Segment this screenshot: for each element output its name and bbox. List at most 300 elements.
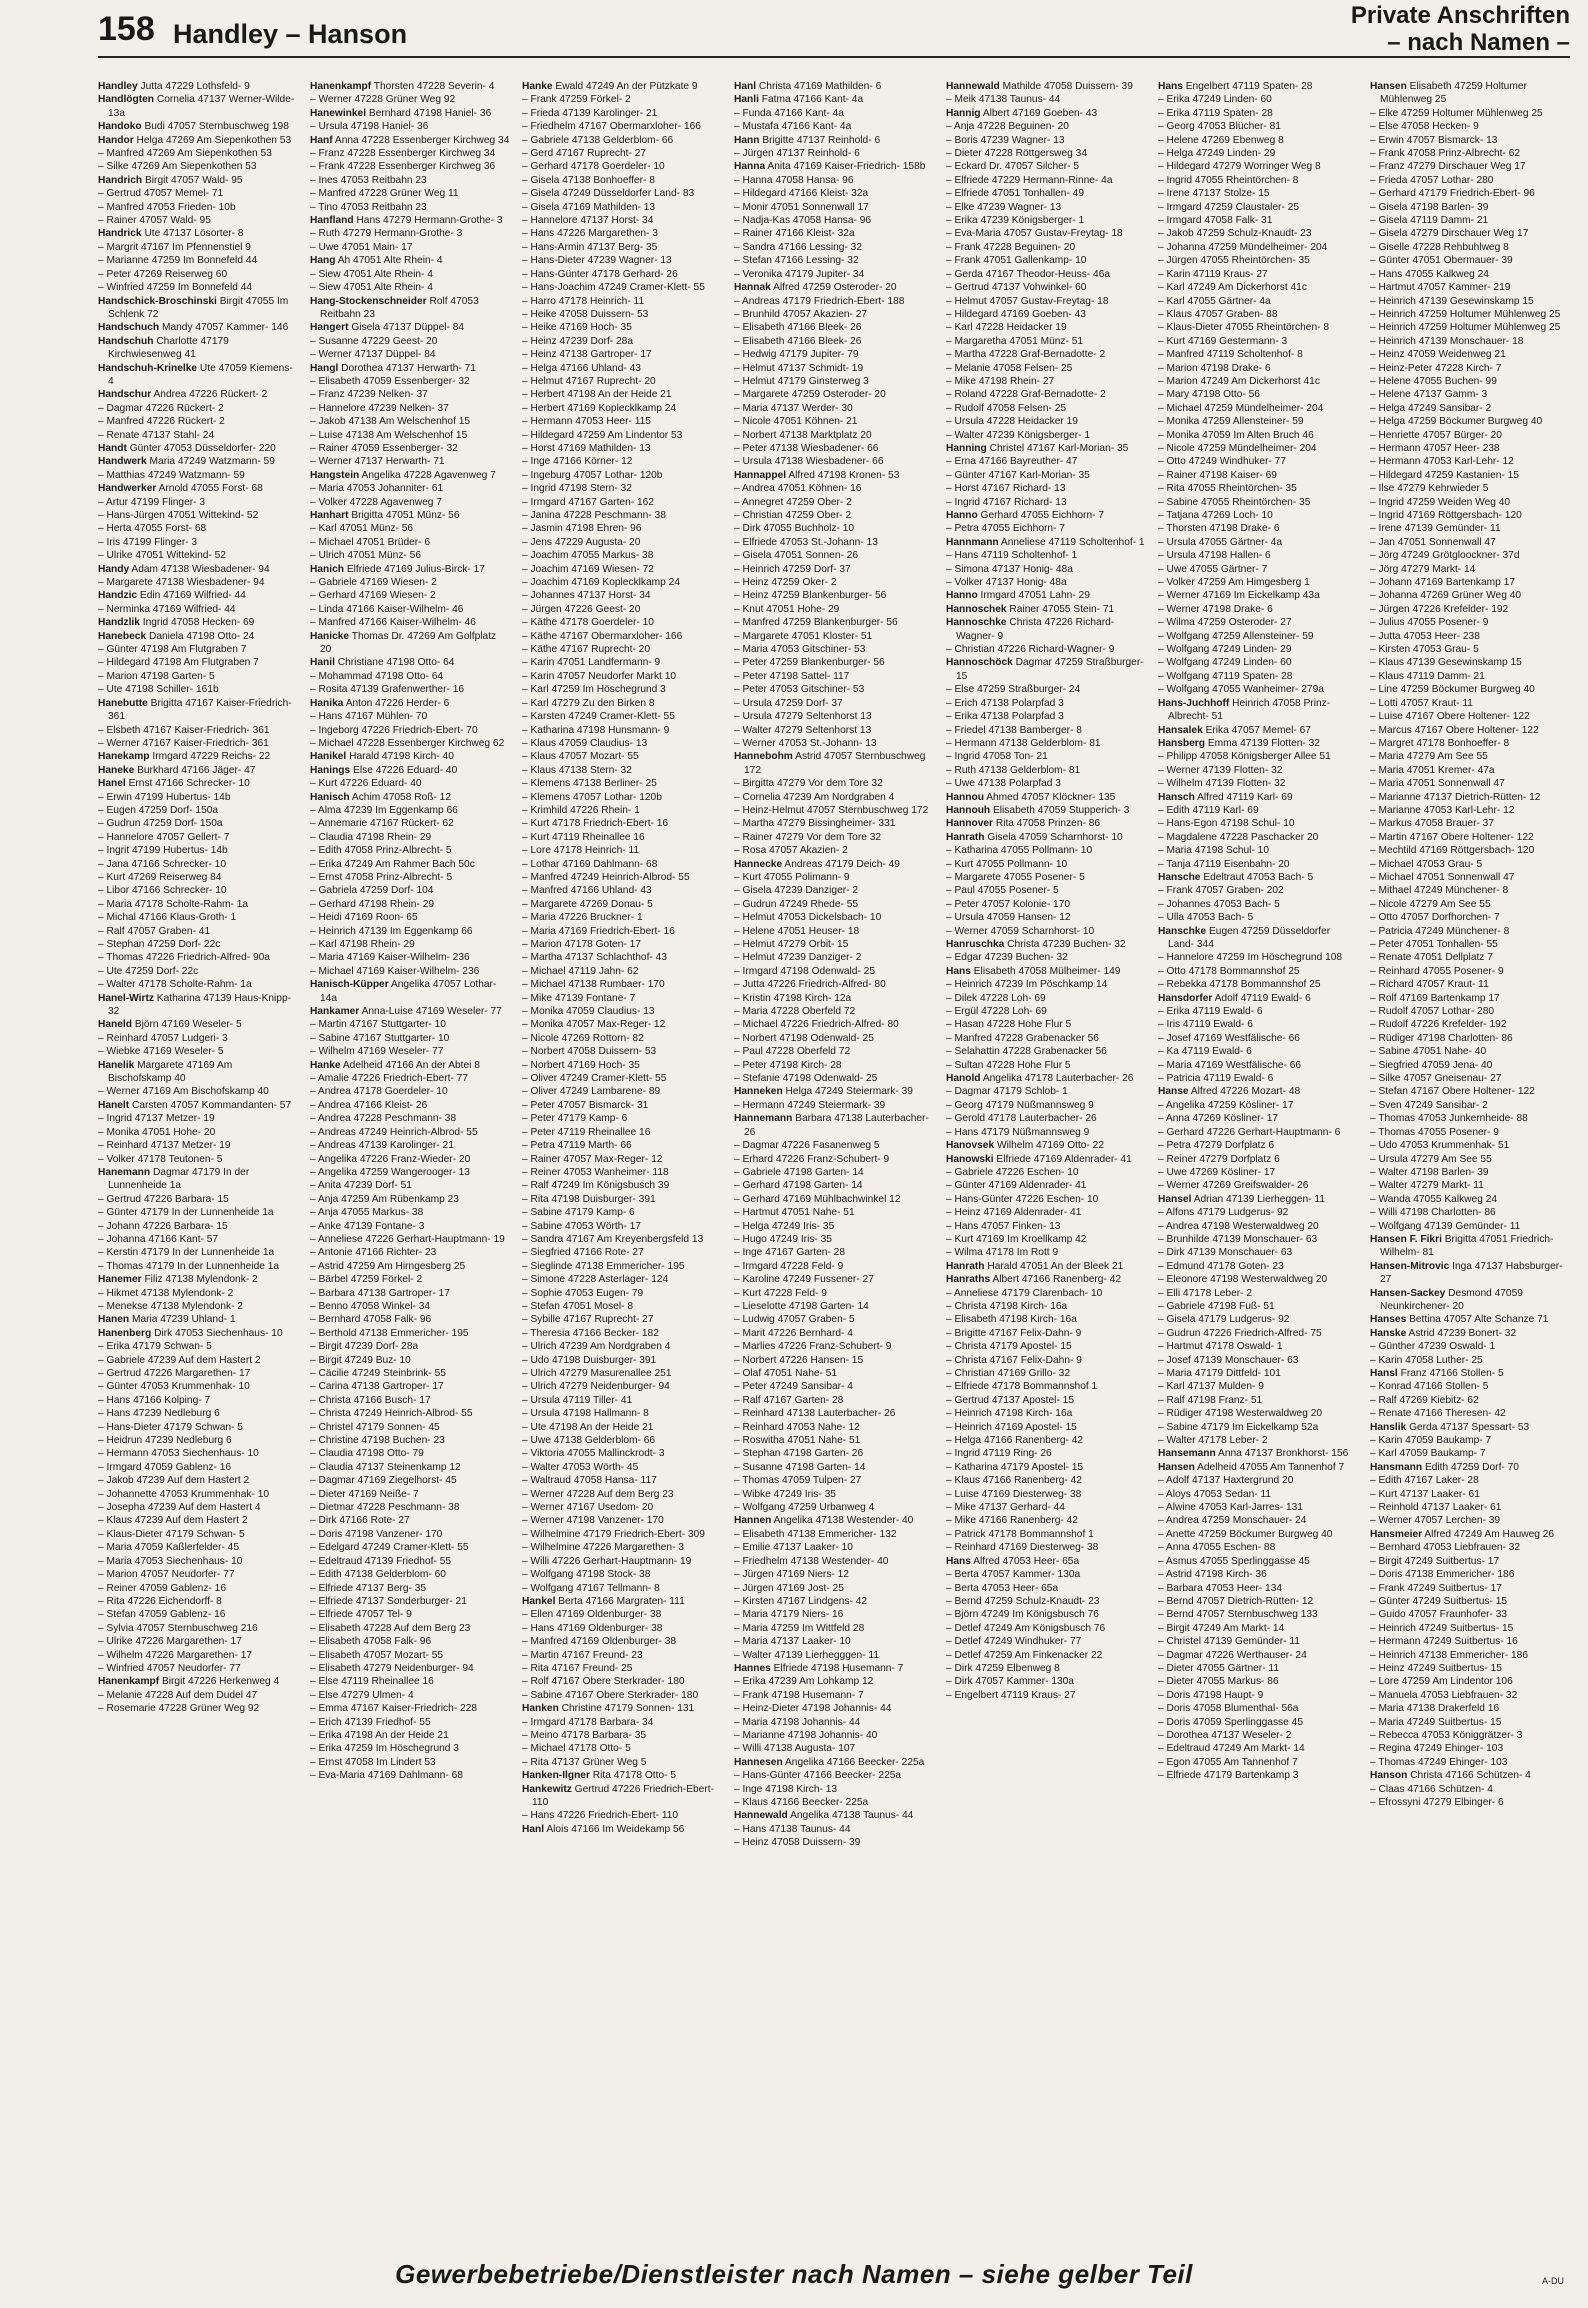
entry-details: – Ernst 47058 Im Lindert 53: [310, 1756, 436, 1768]
directory-entry: [1370, 858, 1570, 871]
entry-details: – Rainer 47279 Vor dem Tore 32: [734, 831, 882, 843]
directory-entry: [946, 1018, 1146, 1031]
directory-entry: [946, 1622, 1146, 1635]
entry-surname: Hangert: [310, 322, 349, 334]
directory-entry: [98, 442, 298, 455]
directory-entry: [1370, 415, 1570, 428]
entry-details: – Rita 47055 Rheintörchen- 35: [1158, 483, 1297, 495]
entry-details: – Ingrid 47058 Ton- 21: [946, 751, 1048, 763]
entry-details: – Kurt 47119 Rheinallee 16: [522, 831, 645, 843]
entry-details: – Josef 47169 Westfälische- 66: [1158, 1032, 1300, 1044]
entry-details: – Helmut 47239 Danziger- 2: [734, 952, 862, 964]
directory-entry: [522, 1649, 722, 1662]
entry-details: – Hermann 47249 Steiermark- 39: [734, 1099, 886, 1111]
directory-entry: [98, 1541, 298, 1554]
directory-entry: [98, 817, 298, 830]
entry-details: – Hans-Dieter 47239 Wagner- 13: [522, 255, 672, 267]
entry-details: – Selahattin 47228 Grabenacker 56: [946, 1046, 1107, 1058]
directory-entry: [946, 1354, 1146, 1367]
entry-details: – Werner 47053 St.-Johann- 13: [734, 737, 877, 749]
directory-entry: [734, 1327, 934, 1340]
directory-entry: [1158, 750, 1358, 763]
directory-entry: [522, 1220, 722, 1233]
directory-entry: [1158, 120, 1358, 133]
directory-entry: [1370, 268, 1570, 281]
entry-surname: Hankel: [522, 1595, 556, 1607]
entry-details: – Stefan 47059 Gablenz- 16: [98, 1609, 226, 1621]
entry-details: Cornelia 47137 Werner-Wilde- 13a: [108, 94, 295, 119]
directory-entry: [522, 1059, 722, 1072]
entry-details: – Karin 47058 Luther- 25: [1370, 1354, 1483, 1366]
entry-details: – Hans 47057 Finken- 13: [946, 1220, 1061, 1232]
entry-details: – Gabriele 47198 Garten- 14: [734, 1166, 864, 1178]
entry-surname: Hanneken: [734, 1086, 783, 1098]
entry-details: – Ursula 47198 Haniel- 36: [310, 121, 429, 133]
entry-details: Anna 47137 Bronkhorst- 156: [1218, 1448, 1349, 1460]
entry-details: – Josef 47139 Monschauer- 63: [1158, 1354, 1299, 1366]
entry-surname: Hanisch-Küpper: [310, 979, 389, 991]
directory-entry: [98, 630, 298, 643]
directory-entry: [522, 1461, 722, 1474]
directory-entry: [522, 817, 722, 830]
entry-surname: Hannouh: [946, 804, 991, 816]
entry-surname: Hanke: [522, 81, 553, 92]
entry-details: – Michael 47259 Mündelheimer- 204: [1158, 402, 1324, 414]
entry-details: Helga 47269 Am Siepenkothen 53: [136, 134, 292, 146]
entry-details: – Hildegard 47198 Am Flutgraben 7: [98, 657, 259, 669]
entry-details: – Anja 47228 Beguinen- 20: [946, 121, 1069, 133]
entry-details: Edin 47169 Wilfried- 44: [139, 590, 246, 602]
directory-entry: [522, 1206, 722, 1219]
directory-entry: [734, 884, 934, 897]
entry-details: – Astrid 47259 Am Hirngesberg 25: [310, 1260, 466, 1272]
entry-details: Edeltraut 47053 Bach- 5: [1203, 871, 1314, 883]
entry-surname: Hanenkampf: [98, 1676, 160, 1688]
entry-details: – Cornelia 47239 Am Nordgraben 4: [734, 791, 895, 803]
entry-details: – Doris 47058 Blumenthal- 56a: [1158, 1703, 1299, 1715]
directory-entry: [98, 1354, 298, 1367]
entry-details: – Annegret 47259 Ober- 2: [734, 496, 852, 508]
entry-details: – Tatjana 47269 Loch- 10: [1158, 510, 1273, 521]
entry-details: Gerda 47137 Spessart- 53: [1409, 1421, 1530, 1433]
directory-entry: [946, 1327, 1146, 1340]
entry-details: – Rudolf 47226 Krefelder- 192: [1370, 1019, 1507, 1031]
directory-entry: [1158, 1193, 1358, 1206]
entry-details: – Elisabeth 47228 Auf dem Berg 23: [310, 1622, 471, 1634]
entry-details: – Günther 47239 Oswald- 1: [1370, 1341, 1496, 1353]
entry-surname: Hanil: [310, 657, 335, 669]
entry-details: – Anette 47259 Böckumer Burgweg 40: [1158, 1528, 1333, 1540]
entry-details: Angelika 47166 Beecker- 225a: [784, 1756, 925, 1768]
directory-entry: [1158, 321, 1358, 334]
directory-entry: [98, 1246, 298, 1259]
entry-details: – Kurt 47226 Eduard- 40: [310, 778, 422, 790]
entry-surname: Hansel: [1158, 1193, 1192, 1205]
directory-entry: [1370, 241, 1570, 254]
entry-details: – Anneliese 47226 Gerhart-Hauptmann- 19: [310, 1233, 505, 1245]
entry-details: – Andreas 47249 Heinrich-Albrod- 55: [310, 1126, 478, 1138]
entry-details: – Antonie 47166 Richter- 23: [310, 1247, 437, 1259]
entry-details: – Heinz 47058 Duissern- 39: [734, 1837, 861, 1849]
entry-details: – Ralf 47057 Graben- 41: [98, 925, 211, 937]
entry-details: – Klaus 47138 Stern- 32: [522, 764, 632, 776]
directory-entry: [310, 496, 510, 509]
entry-details: – Jens 47229 Augusta- 20: [522, 536, 641, 548]
directory-entry: [522, 402, 722, 415]
entry-details: – Thomas 47055 Posener- 9: [1370, 1126, 1499, 1138]
directory-entry: [98, 831, 298, 844]
entry-details: Albert 47169 Goeben- 43: [982, 107, 1098, 119]
entry-details: – Monika 47259 Allensteiner- 59: [1158, 416, 1304, 428]
entry-details: – Edeltraud 47139 Friedhof- 55: [310, 1555, 452, 1567]
entry-surname: Hanschke: [1158, 925, 1207, 937]
entry-details: – Kurt 47055 Polimann- 9: [734, 871, 850, 883]
entry-details: – Klaus-Dieter 47055 Rheintörchen- 8: [1158, 322, 1330, 334]
directory-entry: [1370, 777, 1570, 790]
directory-entry: [522, 1287, 722, 1300]
directory-entry: [1370, 1407, 1570, 1420]
entry-details: – Willi 47226 Gerhart-Hauptmann- 19: [522, 1555, 692, 1567]
directory-entry: [1370, 804, 1570, 817]
entry-details: – Wolfgang 47167 Tellmann- 8: [522, 1582, 660, 1594]
entry-details: – Hikmet 47138 Mylendonk- 2: [98, 1287, 234, 1299]
directory-entry: [1158, 1394, 1358, 1407]
directory-entry: [946, 455, 1146, 468]
entry-details: – Wolfgang 47198 Stock- 38: [522, 1569, 651, 1581]
entry-details: – Mike 47198 Rhein- 27: [946, 375, 1055, 387]
entry-details: – Ute 47198 An der Heide 21: [522, 1421, 654, 1433]
entry-details: – Simona 47137 Honig- 48a: [946, 563, 1073, 575]
directory-entry: [522, 1689, 722, 1702]
entry-details: – Erwin 47057 Bismarck- 13: [1370, 134, 1498, 146]
entry-details: Angelika 47138 Westender- 40: [773, 1515, 914, 1527]
directory-entry: [734, 1032, 934, 1045]
entry-surname: Handschuh: [98, 335, 154, 347]
directory-entry: [522, 1394, 722, 1407]
entry-details: – Erhard 47226 Franz-Schubert- 9: [734, 1153, 890, 1165]
directory-entry: [522, 1354, 722, 1367]
directory-entry: [310, 187, 510, 200]
entry-details: – Margaretha 47051 Münz- 51: [946, 335, 1084, 347]
directory-entry: [946, 201, 1146, 214]
entry-details: – Roswitha 47051 Nahe- 51: [734, 1435, 861, 1447]
entry-details: – Helga 47166 Ranenberg- 42: [946, 1435, 1084, 1447]
directory-entry: [1370, 1662, 1570, 1675]
directory-entry: [1370, 710, 1570, 723]
directory-entry: [1158, 925, 1358, 952]
entry-details: – Monika 47057 Max-Reger- 12: [522, 1019, 666, 1031]
directory-entry: [946, 1233, 1146, 1246]
entry-details: – Walter 47279 Seltenhorst 13: [734, 724, 872, 736]
directory-entry: [734, 214, 934, 227]
entry-details: – Werner 47228 Auf dem Berg 23: [522, 1488, 674, 1500]
directory-entry: [310, 1260, 510, 1273]
footer-note: Gewerbebetriebe/Dienstleister nach Namen – siehe gelber Teil: [395, 2259, 1193, 2289]
entry-details: – Birgit 47239 Dorf- 28a: [310, 1341, 419, 1353]
directory-entry: [310, 1059, 510, 1072]
entry-surname: Hankewitz: [522, 1783, 572, 1795]
directory-entry: [1158, 147, 1358, 160]
directory-entry: [1158, 1514, 1358, 1527]
entry-details: – Erika 47119 Spaten- 28: [1158, 107, 1273, 119]
directory-entry: [310, 1126, 510, 1139]
directory-entry: [98, 1300, 298, 1313]
entry-details: – Giselle 47228 Rehbuhlweg 8: [1370, 241, 1509, 253]
entry-details: – Maria 47226 Bruckner- 1: [522, 912, 643, 924]
entry-details: – Peter 47051 Tonhallen- 55: [1370, 939, 1498, 950]
directory-entry: [522, 321, 722, 334]
entry-details: – Edmund 47178 Goten- 23: [1158, 1260, 1284, 1272]
entry-surname: Hanisch: [310, 791, 350, 803]
entry-details: Elisabeth 47259 Holtumer Mühlenweg 25: [1380, 81, 1527, 106]
directory-entry: [310, 1716, 510, 1729]
entry-details: – Gudrun 47226 Friedrich-Alfred- 75: [1158, 1327, 1322, 1339]
entry-details: – Rolf 47167 Obere Sterkrader- 180: [522, 1676, 685, 1688]
directory-entry: [734, 992, 934, 1005]
directory-entry: [310, 1447, 510, 1460]
entry-details: Emma 47139 Flotten- 32: [1207, 737, 1320, 749]
directory-column-6: [1158, 80, 1358, 2238]
entry-details: – Mohammad 47198 Otto- 64: [310, 670, 444, 682]
directory-entry: [734, 1823, 934, 1836]
entry-details: – Heinrich 47139 Im Eggenkamp 66: [310, 925, 473, 937]
directory-column-2: [310, 80, 510, 2238]
entry-details: – Sandra 47167 Am Kreyenbergsfeld 13: [522, 1233, 704, 1245]
directory-entry: [734, 268, 934, 281]
entry-details: – Jürgen 47226 Krefelder- 192: [1370, 603, 1509, 615]
directory-entry: [734, 563, 934, 576]
directory-entry: [522, 898, 722, 911]
directory-entry: [1370, 1059, 1570, 1072]
directory-entry: [1158, 1769, 1358, 1782]
directory-entry: [1158, 281, 1358, 294]
directory-entry: [1158, 415, 1358, 428]
directory-entry: [734, 1742, 934, 1755]
entry-details: – Berta 47057 Kammer- 130a: [946, 1569, 1081, 1581]
entry-details: Alfred 47249 Am Hauweg 26: [1424, 1528, 1555, 1540]
directory-entry: [1158, 1126, 1358, 1139]
directory-entry: [98, 643, 298, 656]
entry-details: – Katharina 47055 Pollmann- 10: [946, 845, 1093, 857]
directory-entry: [98, 522, 298, 535]
entry-details: – Marion 47178 Goten- 17: [522, 939, 641, 950]
entry-details: – Otto 47057 Dorfhorchen- 7: [1370, 912, 1500, 924]
directory-entry: [946, 362, 1146, 375]
entry-details: Alfred 47198 Kronen- 53: [788, 469, 900, 481]
entry-details: – Angelika 47259 Wangerooger- 13: [310, 1166, 470, 1178]
directory-entry: [310, 1662, 510, 1675]
directory-entry: [310, 1354, 510, 1367]
directory-entry: [1158, 1742, 1358, 1755]
directory-entry: [734, 1796, 934, 1809]
entry-details: – Katharina 47179 Apostel- 15: [946, 1461, 1084, 1473]
directory-entry: [522, 858, 722, 871]
directory-entry: [734, 321, 934, 334]
entry-details: – Edith 47058 Prinz-Albrecht- 5: [310, 845, 452, 857]
entry-details: – Günter 47051 Obermauer- 39: [1370, 255, 1513, 267]
directory-entry: [98, 1474, 298, 1487]
directory-entry: [522, 683, 722, 696]
entry-details: – Heidrun 47239 Nedleburg 6: [98, 1435, 232, 1447]
entry-surname: Hanl: [734, 81, 757, 92]
directory-entry: [1370, 1756, 1570, 1769]
entry-details: – Luise 47169 Diesterweg- 38: [946, 1488, 1082, 1500]
directory-entry: [310, 1193, 510, 1206]
entry-details: – Marlies 47226 Franz-Schubert- 9: [734, 1341, 892, 1353]
entry-details: – Emma 47167 Kaiser-Friedrich- 228: [310, 1703, 478, 1715]
entry-surname: Hansen: [1158, 1461, 1195, 1473]
directory-entry: [1158, 965, 1358, 978]
entry-details: – Günter 47169 Aldenrader- 41: [946, 1180, 1087, 1192]
directory-entry: [734, 603, 934, 616]
directory-entry: [734, 348, 934, 361]
directory-entry: [98, 1582, 298, 1595]
entry-details: – Barbara 47053 Heer- 134: [1158, 1582, 1283, 1594]
entry-details: – Marion 47198 Garten- 5: [98, 670, 215, 682]
directory-entry: [734, 1220, 934, 1233]
directory-entry: [1158, 214, 1358, 227]
directory-entry: [1158, 1501, 1358, 1514]
entry-details: – Ursula 47059 Hansen- 12: [946, 912, 1071, 924]
entry-surname: Hanen: [98, 1314, 130, 1326]
directory-entry: [310, 1045, 510, 1058]
directory-entry: [1370, 509, 1570, 522]
directory-entry: [310, 1649, 510, 1662]
entry-details: Angelika 47178 Lauterbacher- 26: [982, 1073, 1134, 1085]
entry-details: Björn 47169 Weseler- 5: [134, 1019, 242, 1031]
entry-details: – Wilhelm 47139 Flotten- 32: [1158, 778, 1286, 790]
directory-entry: [946, 764, 1146, 777]
entry-surname: Hanings: [310, 764, 351, 776]
directory-entry: [1158, 295, 1358, 308]
directory-entry: [734, 549, 934, 562]
directory-entry: [946, 1166, 1146, 1179]
directory-columns: [98, 80, 1570, 2238]
entry-details: – Maria 47137 Werder- 30: [734, 402, 853, 414]
entry-details: – Elsbeth 47167 Kaiser-Friedrich- 361: [98, 724, 270, 736]
entry-details: – Irmgard 47259 Claustaler- 25: [1158, 201, 1300, 213]
entry-details: – Richard 47057 Kraut- 11: [1370, 979, 1489, 991]
entry-details: Astrid 47057 Sternbuschweg 172: [744, 751, 926, 776]
directory-entry: [1158, 1032, 1358, 1045]
directory-entry: [1158, 1005, 1358, 1018]
entry-details: – Elfriede 47137 Sonderburger- 21: [310, 1595, 467, 1607]
directory-entry: [1158, 1582, 1358, 1595]
directory-entry: [310, 1702, 510, 1715]
entry-details: – Norbert 47169 Hoch- 35: [522, 1059, 640, 1071]
entry-details: – Libor 47166 Schrecker- 10: [98, 885, 227, 897]
directory-entry: [734, 1809, 934, 1822]
entry-details: – Olaf 47051 Nahe- 51: [734, 1368, 838, 1379]
directory-entry: [522, 1193, 722, 1206]
directory-entry: [1370, 1018, 1570, 1031]
directory-entry: [98, 1702, 298, 1715]
entry-details: – Mustafa 47166 Kant- 4a: [734, 121, 852, 133]
entry-details: – Paul 47228 Oberfeld 72: [734, 1046, 851, 1058]
entry-details: – Dagmar 47226 Werthauser- 24: [1158, 1649, 1307, 1661]
directory-entry: [1370, 321, 1570, 334]
directory-entry: [946, 348, 1146, 361]
entry-details: – Elli 47178 Leber- 2: [1158, 1287, 1253, 1299]
entry-details: Adolf 47119 Ewald- 6: [1214, 992, 1311, 1004]
entry-details: – Hans 47179 Nüßmannsweg 9: [946, 1126, 1090, 1138]
entry-details: Alois 47166 Im Weidekamp 56: [546, 1823, 685, 1835]
entry-details: – Wolfgang 47055 Wanheimer- 279a: [1158, 684, 1324, 696]
directory-entry: [310, 1273, 510, 1286]
directory-entry: [1158, 375, 1358, 388]
entry-details: – Siegfried 47059 Jena- 40: [1370, 1059, 1493, 1071]
entry-surname: Hanslik: [1370, 1421, 1407, 1433]
entry-details: – Gerhard 47179 Friedrich-Ebert- 96: [1370, 188, 1535, 200]
directory-entry: [946, 268, 1146, 281]
directory-entry: [98, 549, 298, 562]
entry-details: – Tanja 47119 Eisenbahn- 20: [1158, 858, 1290, 870]
directory-entry: [734, 1233, 934, 1246]
entry-surname: Handy: [98, 563, 130, 575]
entry-surname: Hansch: [1158, 791, 1195, 803]
directory-entry: [1370, 214, 1570, 227]
entry-details: – Adolf 47137 Haxtergrund 20: [1158, 1475, 1294, 1487]
directory-entry: [1370, 348, 1570, 361]
entry-details: – Eugen 47259 Dorf- 150a: [98, 804, 219, 816]
entry-details: – Krimhild 47226 Rhein- 1: [522, 804, 640, 816]
entry-details: – Norbert 47226 Hansen- 15: [734, 1354, 864, 1366]
entry-details: – Heinrich 47139 Gesewinskamp 15: [1370, 295, 1534, 307]
directory-entry: [946, 965, 1146, 978]
entry-details: – Sabine 47179 Im Eickelkamp 52a: [1158, 1421, 1319, 1433]
entry-details: Elfriede 47169 Julius-Birck- 17: [346, 563, 485, 575]
directory-entry: [1158, 1287, 1358, 1300]
entry-details: – Peter 47269 Reiserweg 60: [98, 268, 228, 280]
entry-details: – Elisabeth 47138 Emmericher- 132: [734, 1528, 897, 1540]
directory-entry: [522, 1635, 722, 1648]
directory-entry: [946, 992, 1146, 1005]
entry-details: – Ulla 47053 Bach- 5: [1158, 912, 1254, 924]
entry-details: – Patricia 47119 Ewald- 6: [1158, 1073, 1274, 1085]
entry-details: – Heinrich 47139 Monschauer- 18: [1370, 335, 1524, 347]
directory-entry: [310, 1005, 510, 1018]
directory-entry: [734, 174, 934, 187]
entry-details: Daniela 47198 Otto- 24: [148, 630, 255, 642]
directory-entry: [522, 469, 722, 482]
directory-entry: [1158, 509, 1358, 522]
directory-entry: [98, 1595, 298, 1608]
entry-details: Adrian 47139 Lierheggen- 11: [1193, 1193, 1325, 1205]
directory-entry: [734, 697, 934, 710]
directory-entry: [1370, 1783, 1570, 1796]
directory-entry: [98, 1394, 298, 1407]
entry-details: – Rebecca 47053 Königgrätzer- 3: [1370, 1729, 1523, 1741]
directory-entry: [946, 1179, 1146, 1192]
directory-entry: [522, 1434, 722, 1447]
entry-details: – Andrea 47228 Peschmann- 38: [310, 1113, 457, 1125]
directory-entry: [310, 697, 510, 710]
entry-surname: Hanold: [946, 1073, 981, 1085]
entry-surname: Hansalek: [1158, 724, 1203, 736]
entry-details: – Meik 47138 Taunus- 44: [946, 94, 1061, 106]
entry-details: – Dagmar 47226 Fasanenweg 5: [734, 1140, 880, 1152]
directory-entry: [98, 335, 298, 362]
entry-surname: Hannesen: [734, 1756, 783, 1768]
entry-details: – Franz 47239 Nelken- 37: [310, 389, 428, 401]
entry-details: – Maria 47249 Suitbertus- 15: [1370, 1716, 1502, 1728]
directory-entry: [1370, 791, 1570, 804]
page-number: 158: [98, 10, 155, 48]
directory-entry: [522, 978, 722, 991]
directory-entry: [1370, 1260, 1570, 1287]
entry-details: – Ludwig 47057 Graben- 5: [734, 1314, 855, 1326]
entry-details: – Ralf 47249 Im Königsbusch 39: [522, 1180, 670, 1192]
